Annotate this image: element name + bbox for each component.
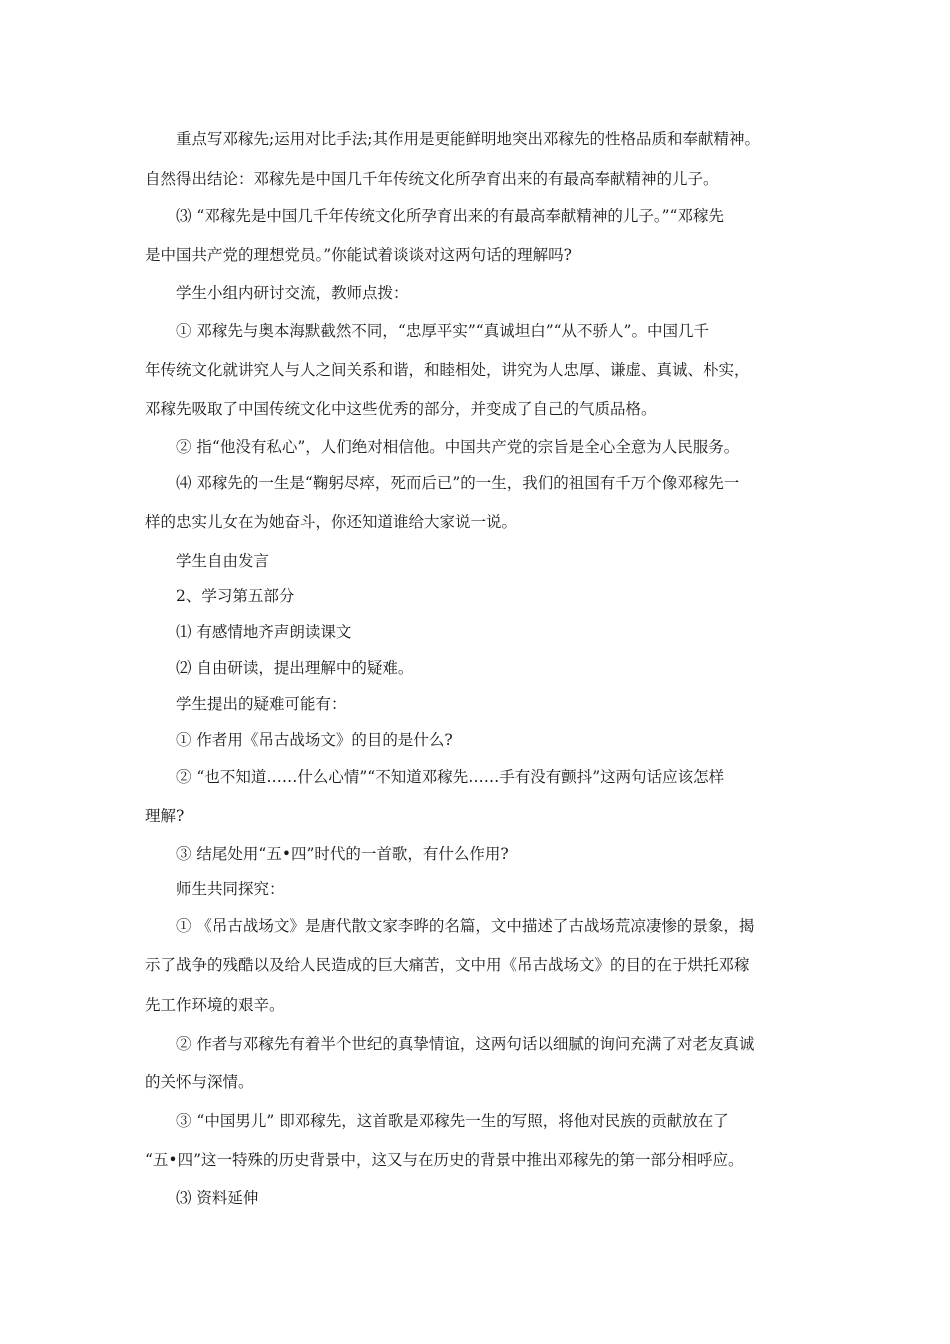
text-line: 自然得出结论：邓稼先是中国几千年传统文化所孕育出来的有最高奉献精神的儿子。 bbox=[145, 170, 719, 188]
text-line: ⑴ 有感情地齐声朗读课文 bbox=[176, 623, 352, 641]
text-line: 先工作环境的艰辛。 bbox=[145, 996, 285, 1014]
text-line: ① 邓稼先与奥本海默截然不同，“忠厚平实”“真诚坦白”“从不骄人”。中国几千 bbox=[176, 322, 709, 340]
text-line: ⑷ 邓稼先的一生是“鞠躬尽瘁，死而后已”的一生，我们的祖国有千万个像邓稼先一 bbox=[176, 474, 740, 492]
text-line: ② “也不知道……什么心情”“不知道邓稼先……手有没有颤抖”这两句话应该怎样 bbox=[176, 768, 725, 786]
text-line: 学生自由发言 bbox=[176, 552, 270, 570]
text-line: 学生小组内研讨交流，教师点拨： bbox=[176, 284, 409, 302]
text-line: ⑵ 自由研读，提出理解中的疑难。 bbox=[176, 659, 414, 677]
text-line: 理解? bbox=[145, 807, 185, 825]
text-line: 样的忠实儿女在为她奋斗，你还知道谁给大家说一说。 bbox=[145, 513, 518, 531]
text-line: ① 作者用《吊古战场文》的目的是什么? bbox=[176, 731, 453, 749]
text-line: ① 《吊古战场文》是唐代散文家李晔的名篇，文中描述了古战场荒凉凄惨的景象，揭 bbox=[176, 917, 755, 935]
text-line: 年传统文化就讲究人与人之间关系和谐，和睦相处，讲究为人忠厚、谦虚、真诚、朴实， bbox=[145, 361, 750, 379]
text-line: 重点写邓稼先;运用对比手法;其作用是更能鲜明地突出邓稼先的性格品质和奉献精神。 bbox=[176, 130, 760, 148]
text-line: ③ 结尾处用“五•四”时代的一首歌，有什么作用? bbox=[176, 845, 509, 863]
text-line: 邓稼先吸取了中国传统文化中这些优秀的部分，并变成了自己的气质品格。 bbox=[145, 400, 657, 418]
text-line: ⑶ “邓稼先是中国几千年传统文化所孕育出来的有最高奉献精神的儿子。”“邓稼先 bbox=[176, 207, 724, 225]
text-line: ② 指“他没有私心”，人们绝对相信他。中国共产党的宗旨是全心全意为人民服务。 bbox=[176, 438, 740, 456]
text-line: 示了战争的残酷以及给人民造成的巨大痛苦，文中用《吊古战场文》的目的在于烘托邓稼 bbox=[145, 956, 750, 974]
text-line: ② 作者与邓稼先有着半个世纪的真挚情谊，这两句话以细腻的询问充满了对老友真诚 bbox=[176, 1035, 755, 1053]
text-line: 是中国共产党的理想党员。”你能试着谈谈对这两句话的理解吗? bbox=[145, 246, 572, 264]
text-line: ③ “中国男儿” 即邓稼先，这首歌是邓稼先一生的写照，将他对民族的贡献放在了 bbox=[176, 1112, 729, 1130]
text-line: 学生提出的疑难可能有： bbox=[176, 695, 347, 713]
text-line: 的关怀与深情。 bbox=[145, 1073, 254, 1091]
text-line: ⑶ 资料延伸 bbox=[176, 1189, 259, 1207]
text-line: 师生共同探究： bbox=[176, 880, 285, 898]
text-line: “五•四”这一特殊的历史背景中，这又与在历史的背景中推出邓稼先的第一部分相呼应。 bbox=[145, 1151, 744, 1169]
text-line: 2、学习第五部分 bbox=[176, 587, 295, 605]
